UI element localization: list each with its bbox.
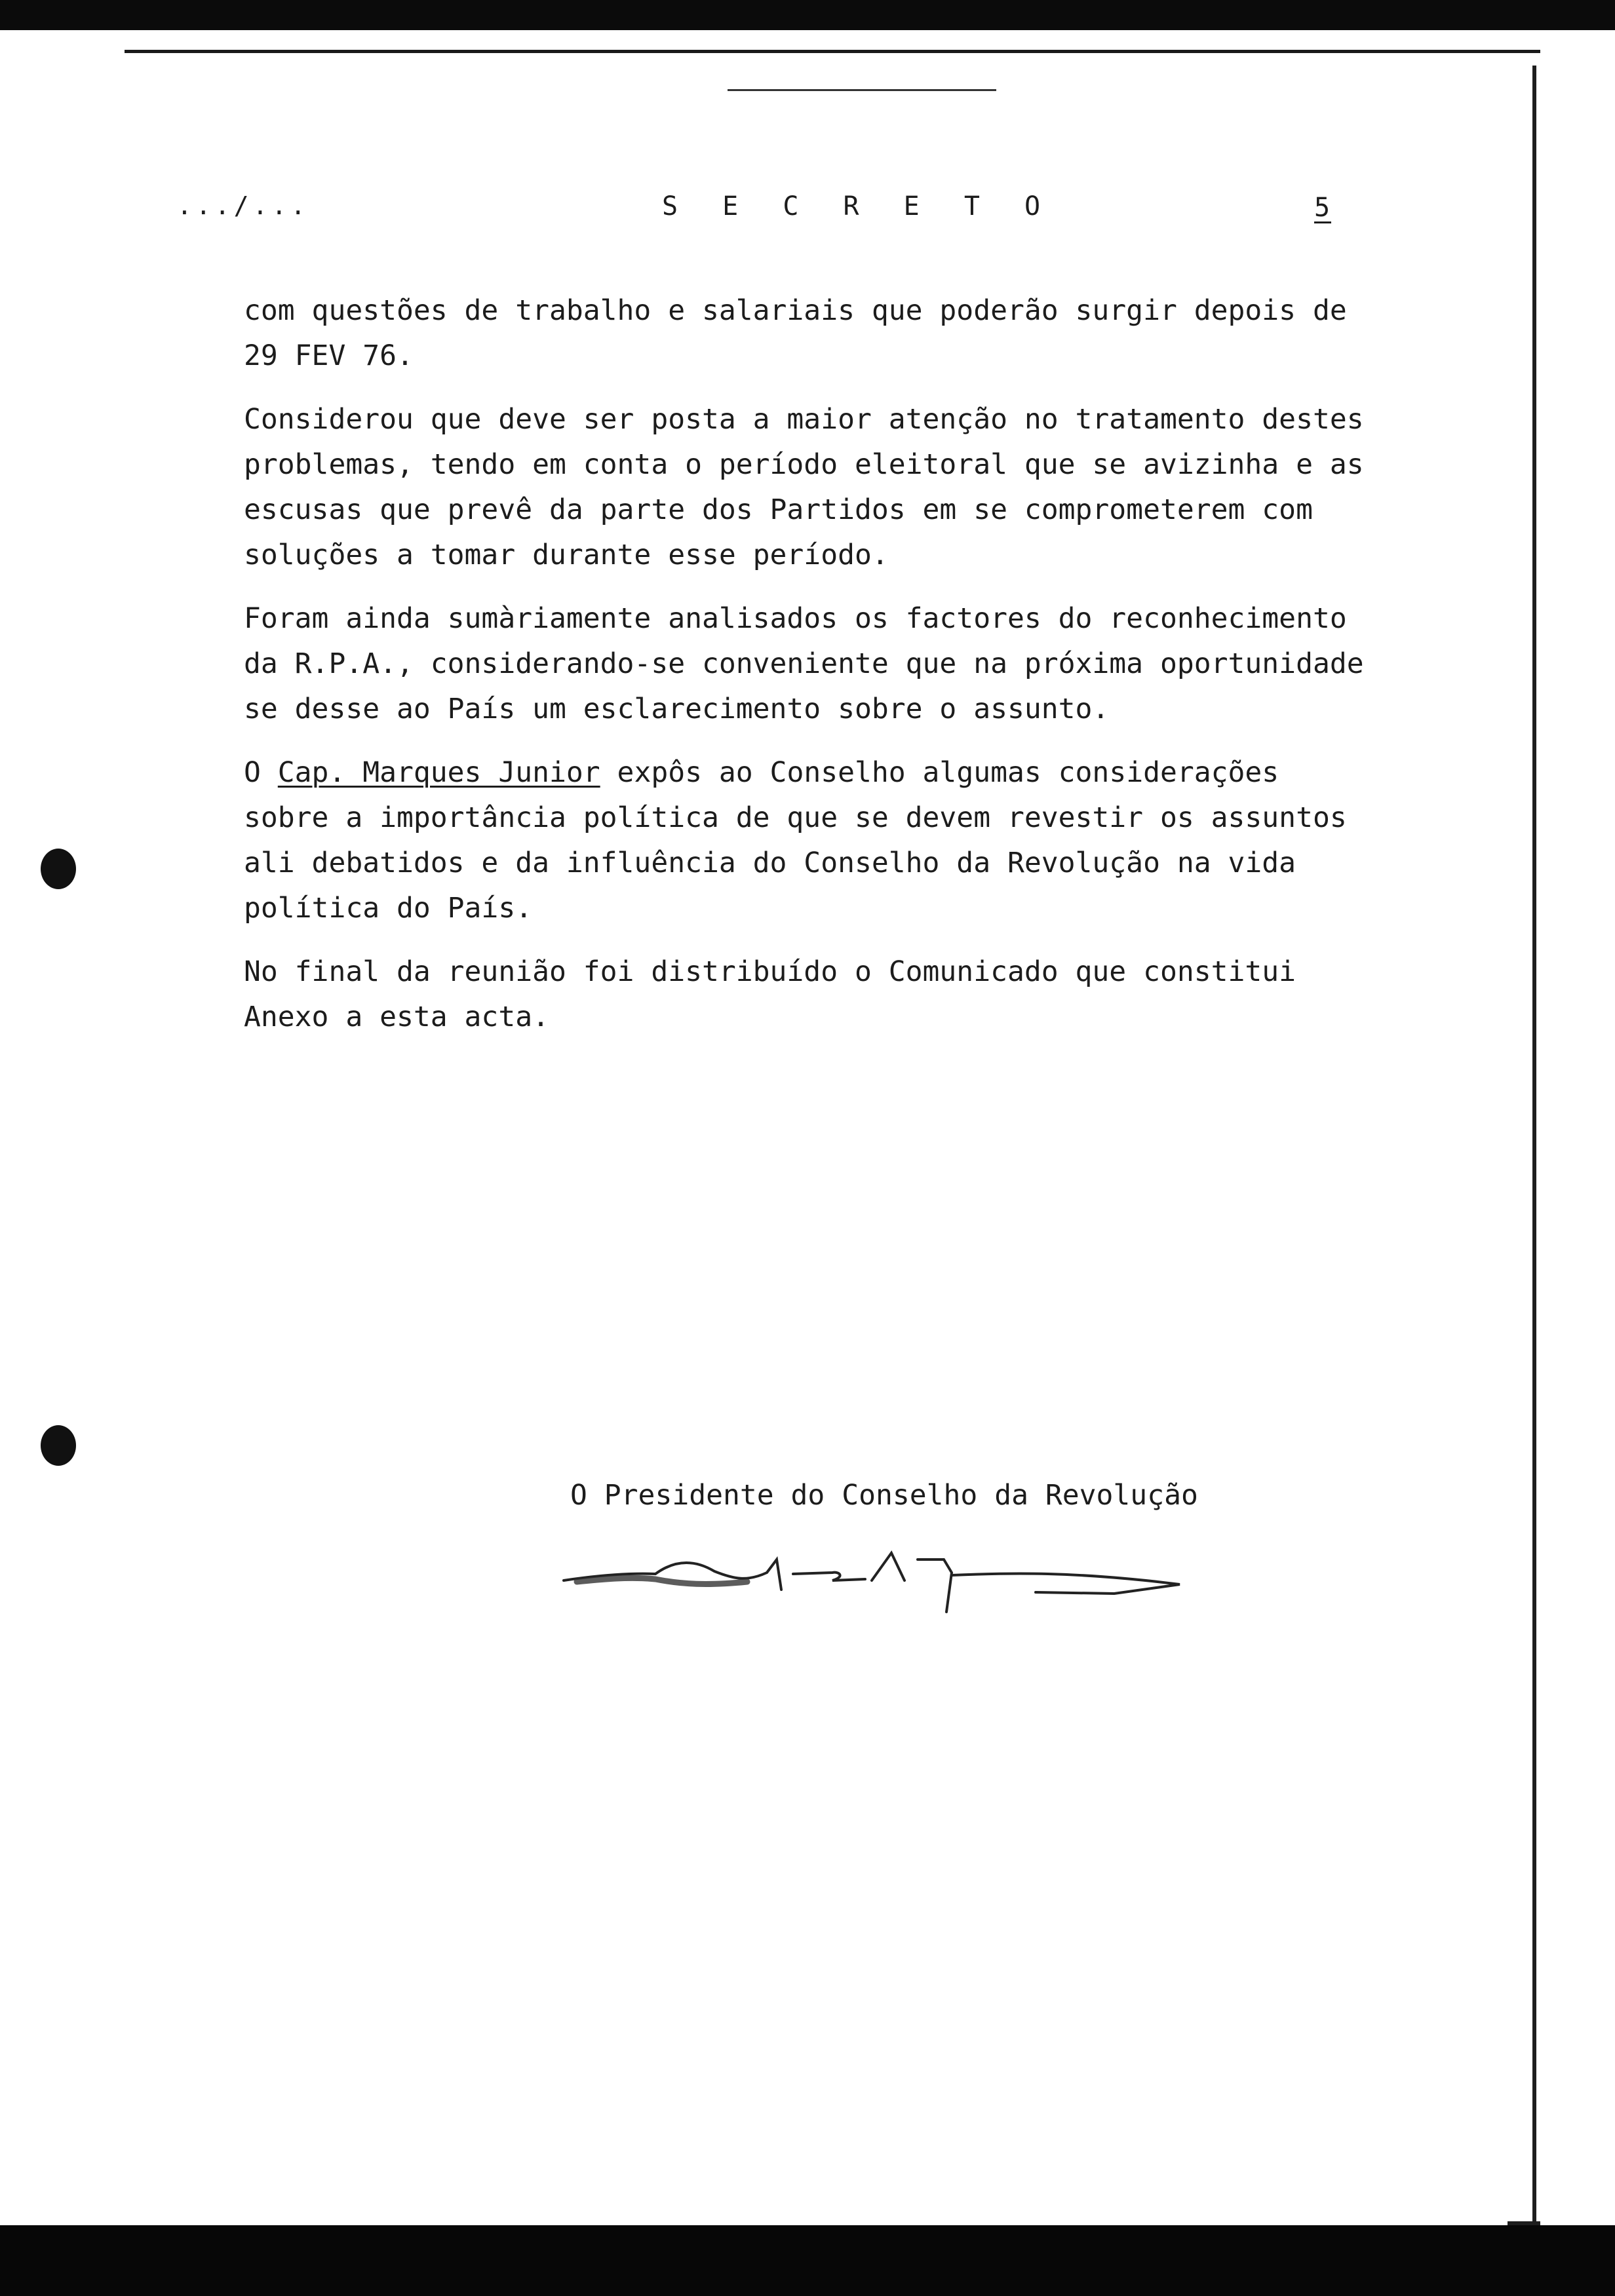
continuation-mark: .../... [177,191,310,220]
signature-caption: O Presidente do Conselho da Revolução [570,1479,1198,1512]
speaker-name: Cap. Marques Junior [277,756,600,789]
scan-artifact-line [728,89,996,91]
scan-border-bottom [0,2225,1615,2296]
scan-artifact-line [125,50,1540,53]
paragraph: Foram ainda sumàriamente analisados os factores do reconhecimento da R.P.A., considerando-se conveniente que na próxima oportunidade se desse ao País um esclarecimento sobre o assunto. [244,602,1364,725]
punch-hole [41,1425,76,1466]
signature-block [570,1473,1291,1518]
classification-label: S E C R E T O [662,191,1055,221]
scan-border-top [0,0,1615,30]
document-body [244,288,1371,1058]
paragraph: No final da reunião foi distribuído o Comunicado que constitui Anexo a esta acta. [244,955,1296,1033]
paragraph: Considerou que deve ser posta a maior atenção no tratamento destes problemas, tendo em conta o período eleitoral que se avizinha e as escusas que prevê da parte dos Partidos em se comprometerem com soluções a tomar durante esse período. [244,403,1364,571]
paragraph: com questões de trabalho e salariais que poderão surgir depois de 29 FEV 76. [244,294,1347,372]
paragraph: O Cap. Marques Junior expôs ao Conselho algumas considerações sobre a importância política de que se devem revestir os assuntos ali debatidos e da influência do Conselho da Revolução na vida política do País. [244,756,1347,925]
paragraph-text: expôs ao Conselho algumas considerações sobre a importância política de que se devem revestir os assuntos ali debatidos e da influência do Conselho da Revolução na vida política do País. [244,756,1347,925]
page-number: 5 [1314,193,1332,223]
scan-border-right [1532,66,1536,2225]
page-header [177,191,1344,231]
handwritten-signature [551,1533,1219,1618]
punch-hole [41,849,76,889]
